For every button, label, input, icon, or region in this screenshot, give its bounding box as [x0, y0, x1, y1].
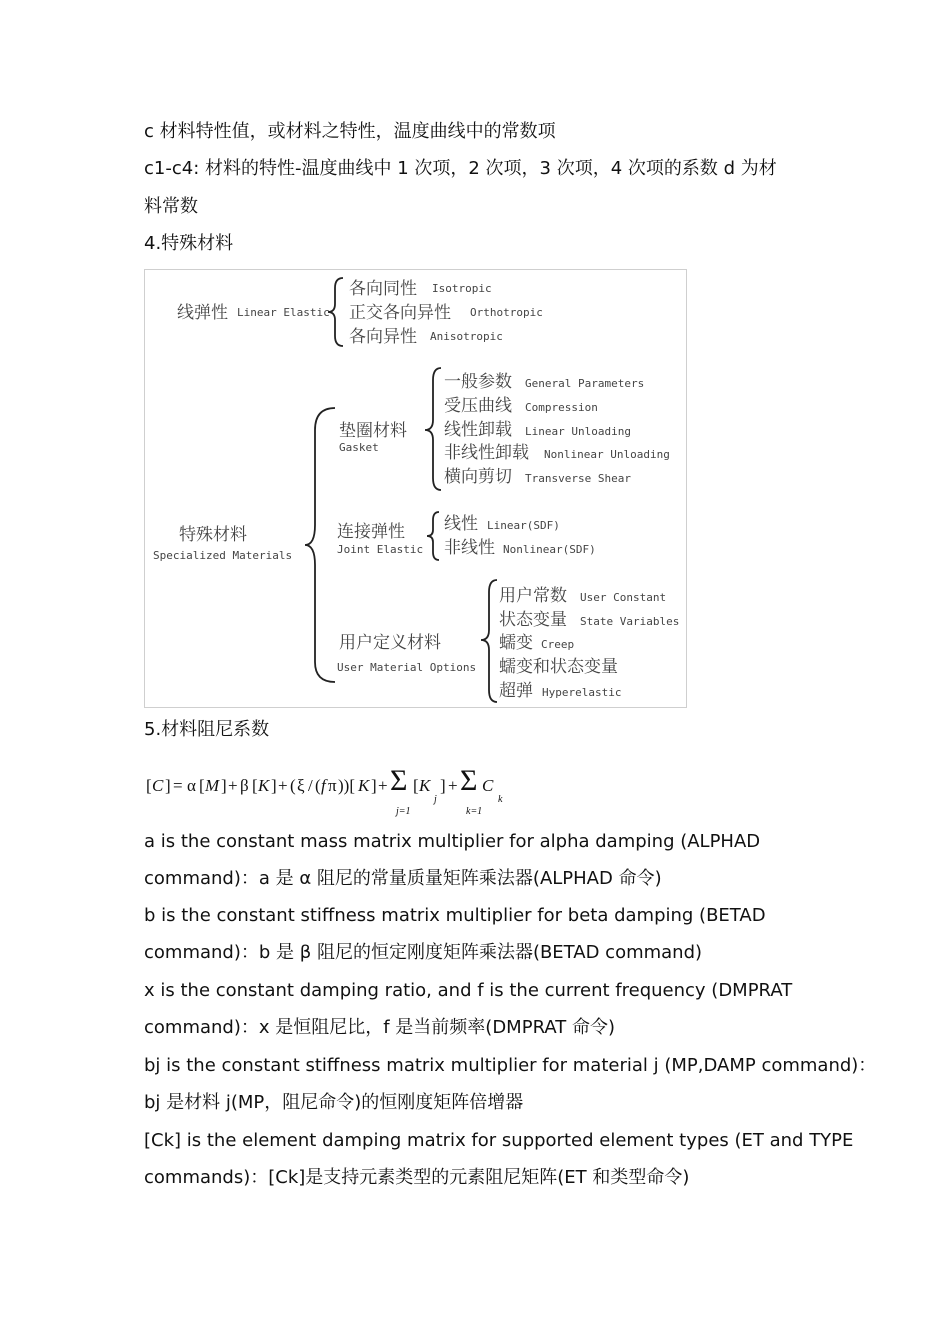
- user-material-en: User Material Options: [337, 661, 477, 674]
- state-variables-en: State Variables: [580, 615, 680, 628]
- hyperelastic-zh: 超弹: [499, 681, 533, 701]
- text-line-c: c 材料特性值，或材料之特性，温度曲线中的常数项: [144, 121, 556, 142]
- orthotropic-en: Orthotropic: [470, 306, 543, 319]
- linear-elastic-zh: 线弹性: [177, 303, 228, 323]
- svg-text:]: ]: [221, 776, 227, 795]
- general-parameters-zh: 一般参数: [444, 372, 512, 392]
- nonlinear-unloading-zh: 非线性卸载: [444, 443, 529, 463]
- para-ck-en: [Ck] is the element damping matrix for supported element types (ET and TYPE: [144, 1130, 854, 1151]
- hyperelastic-en: Hyperelastic: [542, 686, 622, 699]
- para-beta-zh: command)：b 是 β 阻尼的恒定刚度矩阵乘法器(BETAD command): [144, 942, 703, 963]
- user-material-zh: 用户定义材料: [339, 633, 441, 653]
- svg-text:]: ]: [271, 776, 277, 795]
- svg-text:k=1: k=1: [466, 806, 483, 817]
- formula-pi: π: [328, 776, 337, 795]
- formula-sigma-j: Σ: [390, 764, 408, 797]
- formula-K1: K: [258, 776, 270, 795]
- formula-xi: ξ: [297, 776, 305, 795]
- formula-sigma-k: Σ: [460, 764, 478, 797]
- isotropic-zh: 各向同性: [349, 279, 417, 299]
- linear-unloading-en: Linear Unloading: [525, 425, 631, 438]
- formula-C: C: [152, 776, 164, 795]
- formula-M: M: [205, 776, 220, 795]
- isotropic-en: Isotropic: [432, 282, 492, 295]
- user-material-brace: [481, 580, 497, 702]
- svg-text:k: k: [498, 794, 503, 805]
- linear-elastic-brace: [328, 278, 343, 346]
- para-alpha-en: a is the constant mass matrix multiplier for alpha damping (ALPHAD: [144, 831, 761, 852]
- formula-Kj: K: [419, 776, 431, 795]
- svg-text:j: j: [434, 794, 437, 805]
- svg-text:[: [: [413, 776, 419, 795]
- transverse-shear-zh: 横向剪切: [444, 467, 512, 487]
- material-tree-svg: [145, 270, 686, 707]
- joint-elastic-brace: [427, 512, 439, 560]
- svg-text:[: [: [199, 776, 205, 795]
- compression-en: Compression: [525, 401, 598, 414]
- creep-state-zh: 蠕变和状态变量: [499, 657, 618, 677]
- specialized-en: Specialized Materials: [153, 549, 293, 562]
- user-constant-en: User Constant: [580, 591, 667, 604]
- gasket-en: Gasket: [339, 441, 379, 454]
- damping-formula-svg: [144, 760, 564, 820]
- para-bj-en: bj is the constant stiffness matrix multiplier for material j (MP,DAMP command)：: [144, 1055, 877, 1076]
- svg-text:/: /: [308, 776, 313, 795]
- svg-text:j=1: j=1: [396, 806, 411, 817]
- svg-text:]: ]: [440, 776, 446, 795]
- transverse-shear-en: Transverse Shear: [525, 472, 631, 485]
- specialized-brace: [305, 408, 335, 682]
- orthotropic-zh: 正交各向异性: [349, 303, 451, 323]
- svg-text:+: +: [278, 776, 288, 795]
- damping-formula: [144, 760, 564, 820]
- svg-text:=: =: [173, 776, 183, 795]
- para-bj-zh: bj 是材料 j(MP，阻尼命令)的恒刚度矩阵倍增器: [144, 1092, 524, 1113]
- material-tree-diagram: [144, 269, 687, 708]
- linear-sdf-en: Linear(SDF): [487, 519, 560, 532]
- gasket-zh: 垫圈材料: [339, 421, 407, 441]
- svg-text:+: +: [448, 776, 458, 795]
- formula-Ck: C: [482, 776, 494, 795]
- creep-en: Creep: [541, 638, 575, 651]
- formula-f: f: [321, 776, 326, 795]
- user-constant-zh: 用户常数: [499, 586, 567, 606]
- svg-text:]: ]: [371, 776, 377, 795]
- para-ck-zh: commands)：[Ck]是支持元素类型的元素阻尼矩阵(ET 和类型命令): [144, 1167, 690, 1188]
- joint-elastic-en: Joint Elastic: [337, 543, 424, 556]
- gasket-brace: [425, 368, 441, 490]
- creep-zh: 蠕变: [499, 633, 533, 653]
- formula-K2: K: [358, 776, 370, 795]
- nonlinear-sdf-zh: 非线性: [444, 538, 495, 558]
- specialized-zh: 特殊材料: [179, 525, 247, 545]
- svg-text:+: +: [228, 776, 238, 795]
- linear-elastic-en: Linear Elastic: [237, 306, 330, 319]
- joint-elastic-zh: 连接弹性: [337, 522, 405, 542]
- para-ratio-en: x is the constant damping ratio, and f is the current frequency (DMPRAT: [144, 980, 793, 1001]
- linear-unloading-zh: 线性卸载: [444, 420, 512, 440]
- nonlinear-unloading-en: Nonlinear Unloading: [544, 448, 670, 461]
- anisotropic-en: Anisotropic: [430, 330, 503, 343]
- para-beta-en: b is the constant stiffness matrix multiplier for beta damping (BETAD: [144, 905, 766, 926]
- para-ratio-zh: command)：x 是恒阻尼比，f 是当前频率(DMPRAT 命令): [144, 1017, 615, 1038]
- svg-text:(: (: [290, 776, 296, 795]
- svg-text:[: [: [146, 776, 152, 795]
- general-parameters-en: General Parameters: [525, 377, 645, 390]
- nonlinear-sdf-en: Nonlinear(SDF): [503, 543, 596, 556]
- formula-beta: β: [240, 776, 249, 795]
- linear-sdf-zh: 线性: [444, 514, 478, 534]
- anisotropic-zh: 各向异性: [349, 327, 417, 347]
- svg-text:+: +: [378, 776, 388, 795]
- compression-zh: 受压曲线: [444, 396, 512, 416]
- svg-text:]: ]: [165, 776, 171, 795]
- heading-damping: 5.材料阻尼系数: [144, 719, 270, 740]
- heading-special-materials: 4.特殊材料: [144, 233, 234, 254]
- text-line-c1-c4: c1-c4: 材料的特性-温度曲线中 1 次项，2 次项，3 次项，4 次项的系数 d 为材: [144, 158, 777, 179]
- text-line-constant: 料常数: [144, 196, 198, 217]
- formula-alpha: α: [187, 776, 196, 795]
- svg-text:(: (: [315, 776, 321, 795]
- svg-text:))[: ))[: [338, 776, 355, 795]
- para-alpha-zh: command)：a 是 α 阻尼的常量质量矩阵乘法器(ALPHAD 命令): [144, 868, 662, 889]
- svg-text:[: [: [252, 776, 258, 795]
- state-variables-zh: 状态变量: [499, 610, 567, 630]
